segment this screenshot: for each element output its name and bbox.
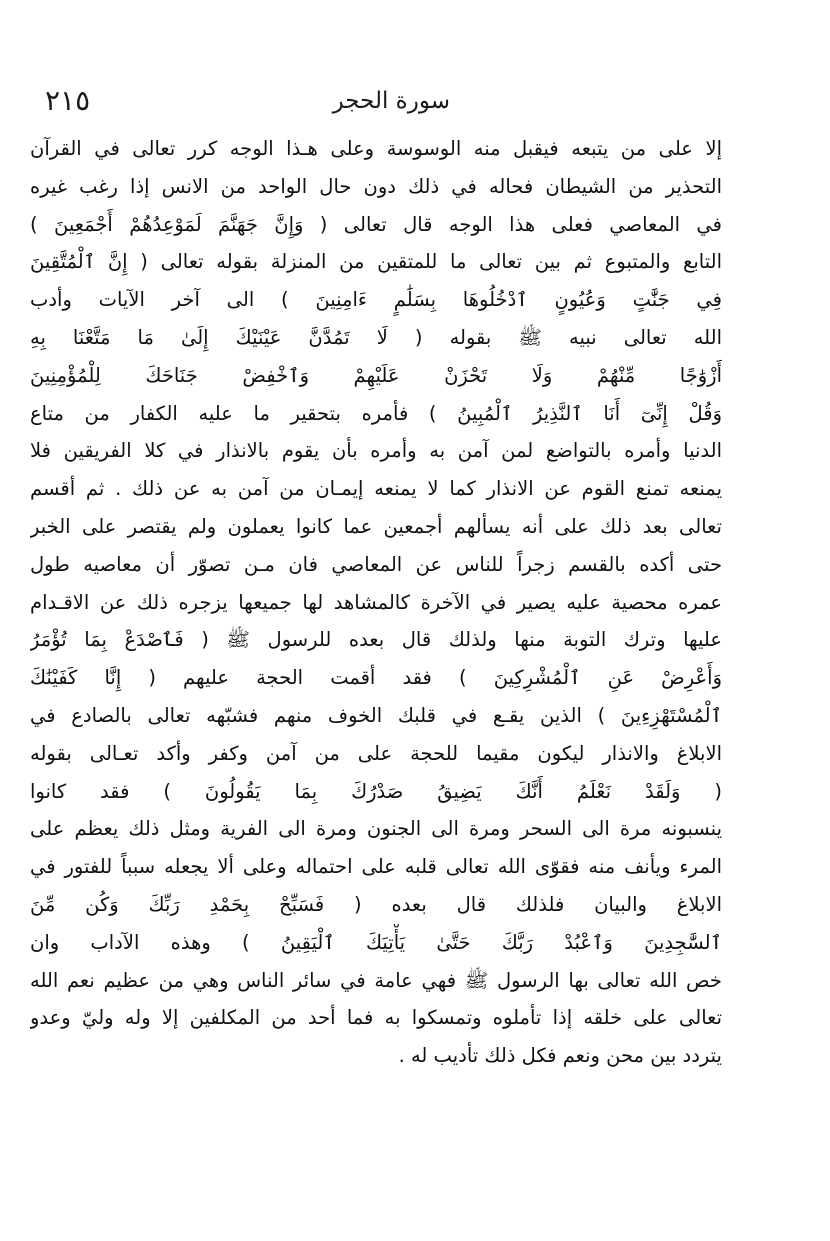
text-line: عليها وترك التوبة منها ولذلك قال بعده للرسول ﷺ ( فَٱصْدَعْ بِمَا تُؤْمَرُ [30, 628, 722, 652]
sura-title: سورة الحجر [332, 88, 450, 114]
text-line: ٱلسَّٰجِدِينَ وَٱعْبُدْ رَبَّكَ حَتَّىٰ يَأْتِيَكَ ٱلْيَقِينُ ) وهذه الآداب وان [30, 930, 722, 954]
text-line: التابع والمتبوع ثم بين تعالى ما للمتقين من المنزلة بقوله تعالى ( إِنَّ ٱلْمُتَّقِينَ [30, 250, 722, 274]
text-line: خص الله تعالى بها الرسول ﷺ فهي عامة في سائر الناس وهي من عظيم نعم الله [30, 968, 722, 992]
text-line: حتى أكده بالقسم زجراً للناس عن المعاصي فان مـن تصوّر أن معاصيه طول [30, 552, 722, 576]
text-line: تعالى على خلقه إذا تأملوه وتمسكوا به فما أحد من المكلفين إلا وله وليّ وعدو [30, 1006, 722, 1030]
text-line: الابلاغ والبيان فلذلك قال بعده ( فَسَبِّحْ بِحَمْدِ رَبِّكَ وَكُن مِّنَ [30, 892, 722, 916]
text-line: ( وَلَقَدْ نَعْلَمُ أَنَّكَ يَضِيقُ صَدْرُكَ بِمَا يَقُولُونَ ) فقد كانوا [30, 779, 722, 803]
text-line: عمره محصية عليه يصير في الآخرة كالمشاهد لها جميعها يزجره ذلك عن الاقـدام [30, 590, 722, 614]
text-line: الله تعالى نبيه ﷺ بقوله ( لَا تَمُدَّنَّ عَيْنَيْكَ إِلَىٰ مَا مَتَّعْنَا بِهِ [30, 325, 722, 349]
page-header [40, 86, 745, 126]
text-line: ينسبونه مرة الى السحر ومرة الى الجنون ومرة الى الفرية ومثل ذلك يعظم على [30, 817, 722, 841]
text-line: الدنيا وأمره بالتواضع لمن آمن به وأمره بأن يقوم بالانذار في كلا الفريقين فلا [30, 439, 722, 463]
text-line: الابلاغ والانذار ليكون مقيما للحجة على من آمن وكفر وأكد تعـالى بقوله [30, 741, 722, 765]
text-line: في المعاصي فعلى هذا الوجه قال تعالى ( وَإِنَّ جَهَنَّمَ لَمَوْعِدُهُمْ أَجْمَعِينَ ) [30, 212, 722, 236]
text-line: فِي جَنَّٰتٍ وَعُيُونٍ ٱدْخُلُوهَا بِسَلَٰمٍ ءَامِنِينَ ) الى آخر الآيات وأدب [30, 288, 722, 312]
text-line: وَأَعْرِضْ عَنِ ٱلْمُشْرِكِينَ ) فقد أقمت الحجة عليهم ( إِنَّا كَفَيْنَٰكَ [30, 666, 722, 690]
body-text [30, 130, 722, 1075]
text-line: تعالى بعد ذلك على أنه يسألهم أجمعين عما كانوا يعملون ولم يقتصر على الخبر [30, 514, 722, 538]
text-line: أَزْوَٰجًا مِّنْهُمْ وَلَا تَحْزَنْ عَلَيْهِمْ وَٱخْفِضْ جَنَاحَكَ لِلْمُؤْمِنِينَ [30, 363, 722, 387]
text-line: ٱلْمُسْتَهْزِءِينَ ) الذين يقـع في قلبك الخوف منهم فشبّهه تعالى بالصادع في [30, 703, 722, 727]
text-line: يتردد بين محن ونعم فكل ذلك تأديب له . [398, 1044, 722, 1068]
text-line: إلا على من يتبعه فيقبل منه الوسوسة وعلى هـذا الوجه كرر تعالى في القرآن [30, 137, 722, 160]
page-number: ٢١٥ [45, 84, 91, 117]
text-line: يمنعه تمنع القوم عن الانذار كما لا يمنعه إيمـان من آمن به عن ذلك . ثم أقسم [30, 477, 722, 501]
text-line: المرء ويأنف منه فقوّى الله تعالى قلبه على احتماله وعلى ألا يجعله سبباً للفتور في [30, 855, 722, 879]
text-line: التحذير من الشيطان فحاله في ذلك دون حال الواحد من الانس إذا رغب غيره [30, 174, 722, 198]
text-line: وَقُلْ إِنِّىٓ أَنَا ٱلنَّذِيرُ ٱلْمُبِينُ ) فأمره بتحقير ما عليه الكفار من متاع [30, 401, 722, 425]
